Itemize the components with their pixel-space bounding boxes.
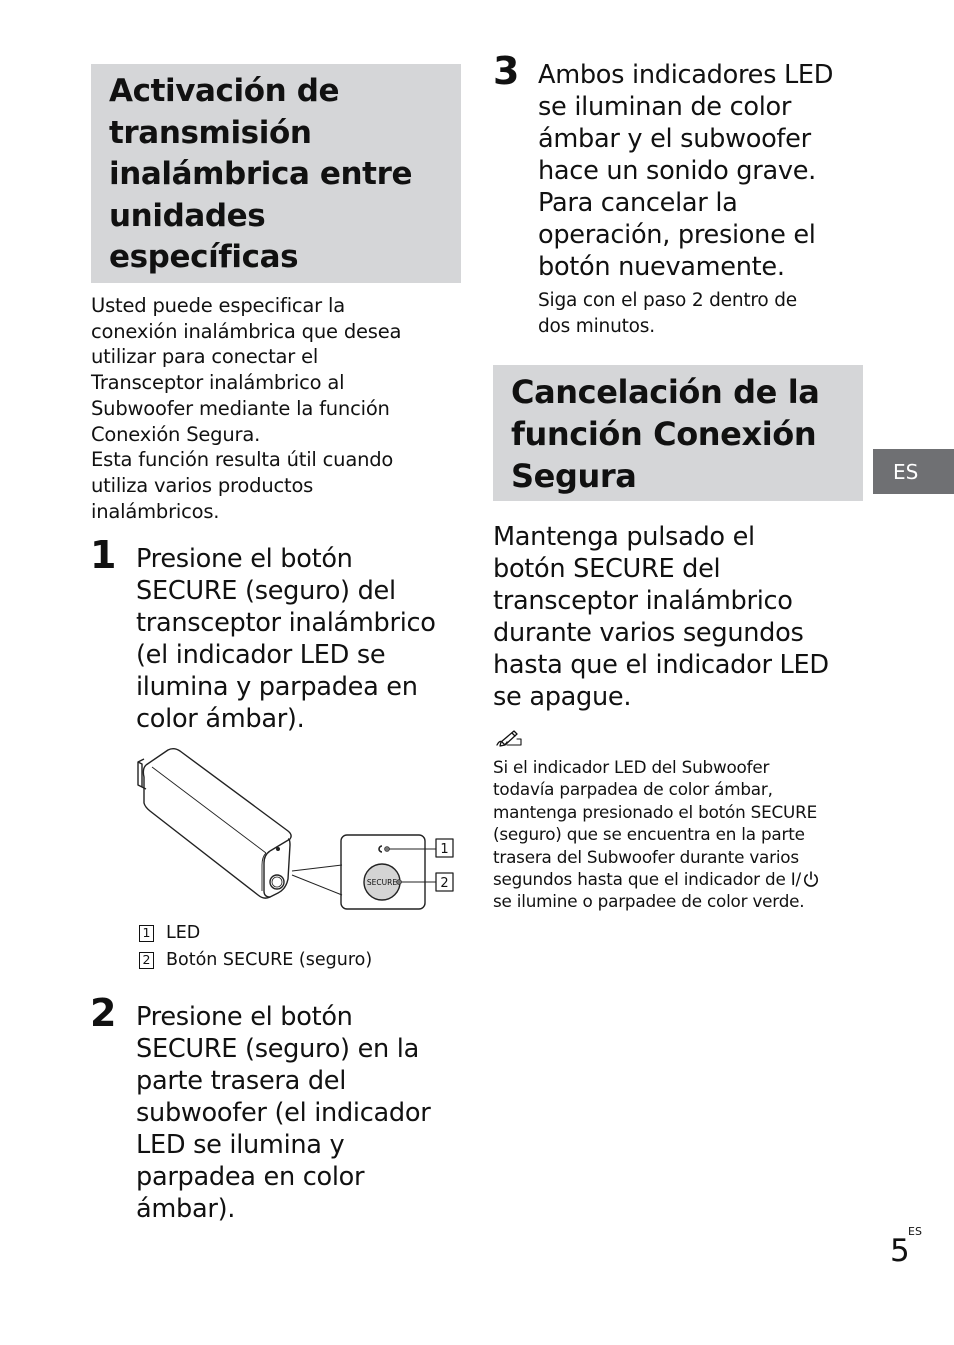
text-line: se apague.: [493, 682, 632, 712]
title-line: Cancelación de la: [511, 373, 820, 411]
legend-item: [139, 947, 372, 973]
text-line: Esta función resulta útil cuando: [91, 448, 394, 472]
text-line: (el indicador LED se: [136, 640, 386, 670]
legend-number: 1: [139, 925, 154, 942]
text-line: todavía parpadea de color ámbar,: [493, 779, 773, 800]
step-3-number: 3: [493, 49, 520, 93]
text-line: utilizar para conectar el: [91, 345, 319, 369]
intro-paragraph: [91, 293, 466, 524]
text-line: Conexión Segura.: [91, 422, 261, 446]
figure-legend: [139, 920, 372, 973]
text-line: (seguro) que se encuentra en la parte: [493, 824, 805, 845]
page-number: 5: [890, 1233, 910, 1269]
title-line: función Conexión: [511, 415, 817, 453]
pencil-note-icon: [493, 728, 525, 750]
text-line: Subwoofer mediante la función: [91, 396, 390, 420]
text-line: dos minutos.: [538, 315, 655, 337]
text-line: ámbar).: [136, 1194, 236, 1224]
text-line: inalámbricos.: [91, 499, 220, 523]
text-line: Ambos indicadores LED: [538, 60, 834, 90]
cancel-instruction: [493, 521, 863, 713]
text-line: operación, presione el: [538, 220, 816, 250]
legend-label: Botón SECURE (seguro): [166, 950, 373, 970]
step-1-text: [136, 543, 466, 735]
text-line: utiliza varios productos: [91, 473, 314, 497]
legend-label: LED: [166, 923, 201, 943]
text-line: conexión inalámbrica que desea: [91, 319, 402, 343]
section-heading-activacion: [91, 64, 461, 283]
text-line: hasta que el indicador LED: [493, 650, 829, 680]
section-title: [511, 371, 819, 497]
text-line: botón SECURE del: [493, 554, 721, 584]
note-text-segment: segundos hasta que el indicador de I/: [493, 869, 801, 890]
transceiver-illustration: [130, 745, 465, 915]
legend-number: 2: [139, 952, 154, 969]
text-line: Usted puede especificar la: [91, 294, 345, 317]
text-line: Siga con el paso 2 dentro de: [538, 290, 797, 311]
title-line: Segura: [511, 457, 637, 495]
text-line: parpadea en color: [136, 1162, 365, 1192]
step-3-text: [538, 59, 868, 283]
text-line: se iluminan de color: [538, 92, 792, 122]
text-line: LED se ilumina y: [136, 1130, 345, 1160]
text-line: Transceptor inalámbrico al: [91, 371, 345, 395]
text-line: se ilumine o parpadee de color verde.: [493, 891, 805, 912]
title-line: transmisión: [109, 114, 312, 151]
text-line: hace un sonido grave.: [538, 156, 816, 186]
text-line: SECURE (seguro) en la: [136, 1034, 419, 1064]
step-2-number: 2: [90, 991, 117, 1035]
note-paragraph: [493, 756, 868, 913]
step-3-subtext: [538, 288, 797, 339]
power-standby-icon: [802, 870, 820, 888]
legend-item: [139, 920, 372, 946]
text-line: Presione el botón: [136, 544, 353, 574]
callout-1-label: 1: [440, 842, 449, 857]
text-line: [493, 868, 868, 890]
text-line: Para cancelar la: [538, 188, 738, 218]
text-line: subwoofer (el indicador: [136, 1098, 431, 1128]
title-line: Activación de: [109, 73, 340, 109]
page-number-superscript: ES: [908, 1225, 922, 1238]
title-line: inalámbrica entre: [109, 156, 413, 192]
callout-2-label: 2: [440, 876, 449, 891]
section-heading-cancelacion: [493, 365, 863, 501]
text-line: parte trasera del: [136, 1066, 347, 1096]
text-line: Mantenga pulsado el: [493, 522, 755, 552]
title-line: específicas: [109, 239, 299, 275]
text-line: ilumina y parpadea en: [136, 672, 418, 702]
text-line: Presione el botón: [136, 1002, 353, 1032]
text-line: transceptor inalámbrico: [136, 608, 436, 638]
text-line: mantenga presionado el botón SECURE: [493, 801, 818, 822]
text-line: trasera del Subwoofer durante varios: [493, 846, 799, 867]
section-title: [109, 71, 412, 279]
step-2-text: [136, 1001, 466, 1225]
text-line: durante varios segundos: [493, 618, 804, 648]
text-line: SECURE (seguro) del: [136, 576, 396, 606]
title-line: unidades: [109, 197, 266, 234]
step-1-number: 1: [90, 533, 117, 577]
text-line: transceptor inalámbrico: [493, 586, 793, 616]
text-line: botón nuevamente.: [538, 252, 785, 282]
text-line: color ámbar).: [136, 704, 305, 734]
language-tab: ES: [873, 449, 954, 494]
text-line: ámbar y el subwoofer: [538, 124, 811, 154]
text-line: Si el indicador LED del Subwoofer: [493, 757, 770, 777]
secure-button-label: SECURE: [366, 878, 398, 887]
